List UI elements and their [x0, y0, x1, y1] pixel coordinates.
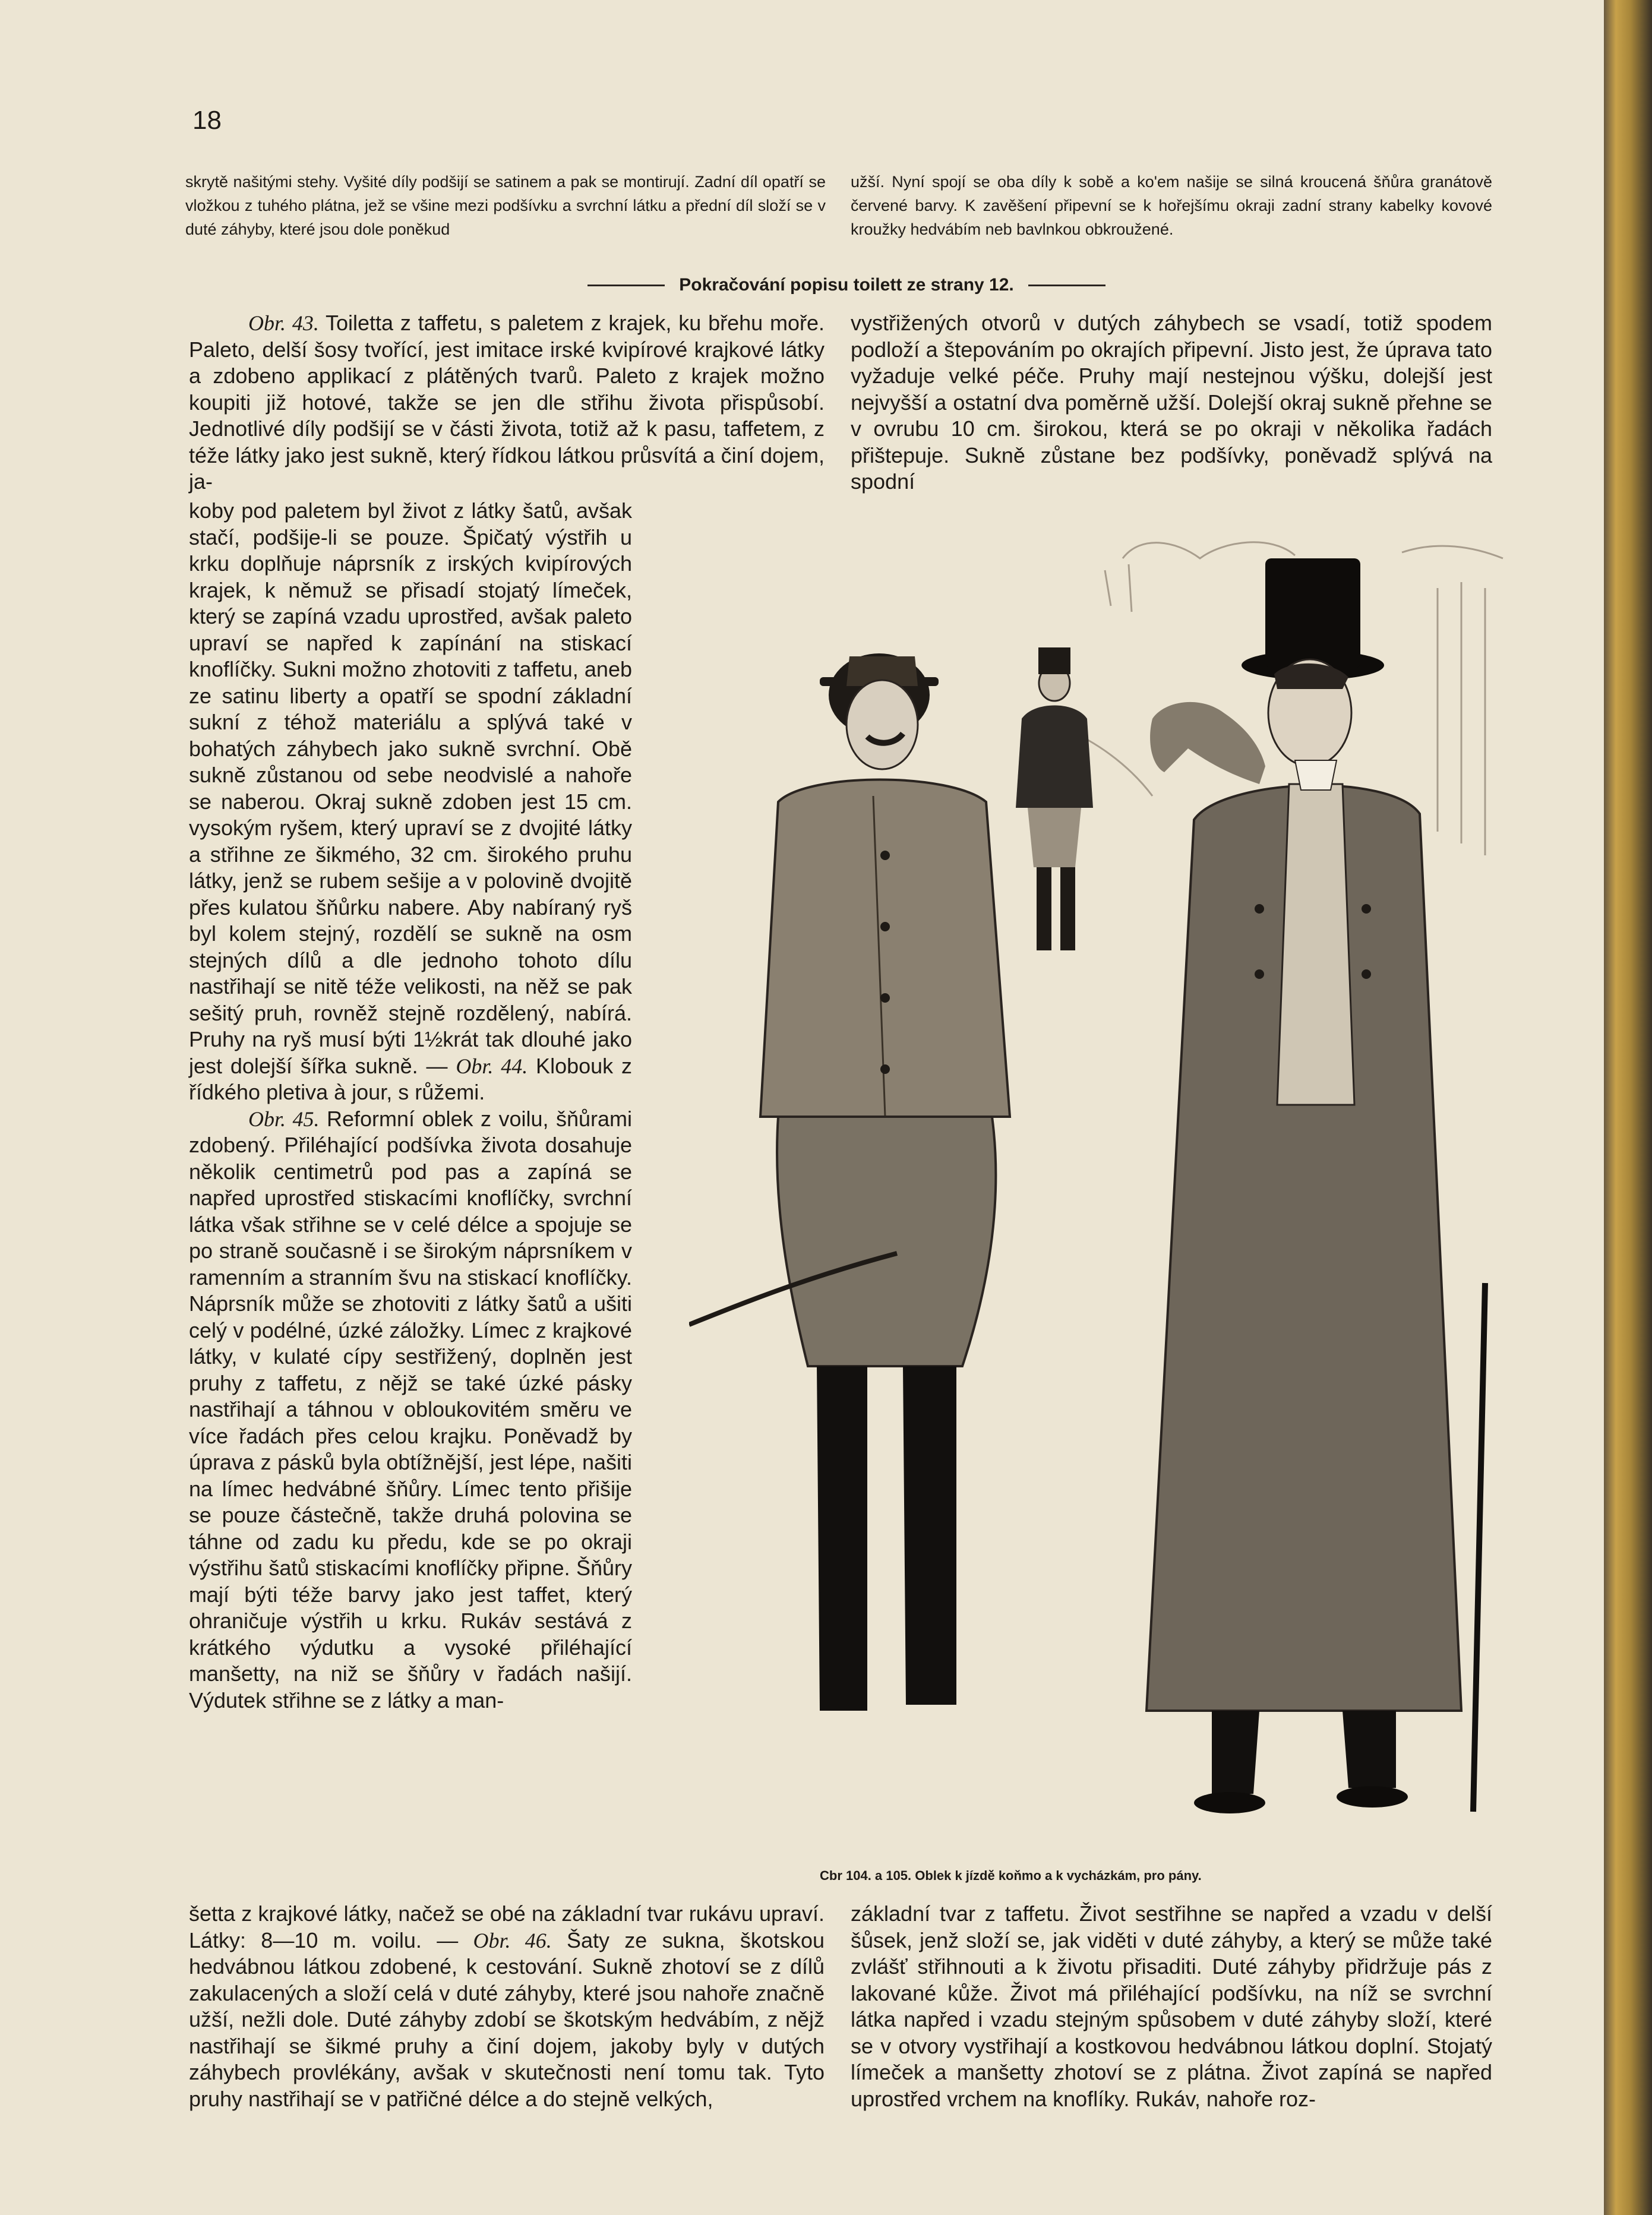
book-edge — [1604, 0, 1652, 2215]
groom-figure — [1016, 647, 1093, 950]
article-paragraph: základní tvar z taffetu. Život sestřihne se napřed a vzadu v delší šůsek, jenž složí se, jak viděti v duté záhyby, a který se může také zvlášť střihnouti a k životu přisaditi. Duté záhyby přidržuje pás z lakované kůže. Život má přiléhající podšívku, na níž se svrchní látka napřed i vzadu stejným spůsobem v duté záhyby složí, které se v otvory vystřihají a kostkovou hedvábnou látkou doplní. Stojatý límeček a manšetty zhotoví se z plátna. Život zapíná se napřed uprostřed vrchem na knoflíky. Rukáv, nahoře roz- — [851, 1901, 1492, 2111]
top-right-column — [851, 170, 1492, 241]
article-paragraph: Obr. 45. Reformní oblek z voilu, šňůrami zdobený. Přiléhající podšívka života dosahuje několik centimetrů pod pas a zapíná se napřed uprostřed stiskacími knoflíčky, svrchní látka však střihne se v celé délce a spojuje se po straně současně i se širokým náprsníkem v ramenním a stranním švu na stiskací knoflíčky. Náprsník může se zhotoviti z látky šatů a ušiti celý v podélné, úzké záložky. Límec z krajkové látky, v kulaté cípy sestřižený, doplněn jest pruhy z taffetu, z nějž se také úzké pásky nastřihají a táhnou v obloukovitém směru ve více řadách přes celou krajku. Poněvadž by úprava z pásků byla obtížnější, jest lépe, našiti na límec hedvábné šňůry. Límec tento přišije se pouze částečně, takže druhá polovina se táhne od zadu ku předu, kde se po okraji výstřihu šatů stiskacími knoflíčky připne. Šňůry mají býti téže barvy jako jest taffet, který ohraničuje výstřih u krku. Rukáv sestává z krátkého výdutku a vysoké přiléhající manšetty, na niž se šňůry v řadách našijí. Výdutek střihne se z látky a man- — [189, 1106, 632, 1712]
heading-rule-right — [1028, 285, 1105, 286]
article-paragraph: vystřižených otvorů v dutých záhybech se vsadí, totiž spodem podloží a štepováním po okrajích připevní. Jisto jest, že úprava tato vyžaduje velké péče. Pruhy mají nestejnou výšku, dolejší jest nejvyšší a ostatní dva poměrně užší. Dolejší okraj sukně přehne se v ovrubu 10 cm. širokou, která se po okraji v několika řadách přištepuje. Sukně zůstane bez podšívky, poněvadž splývá na spodní — [851, 311, 1492, 494]
figure-ref: Obr. 44. — [456, 1054, 528, 1078]
page-number: 18 — [192, 106, 222, 135]
article-col2-top — [851, 310, 1492, 495]
section-heading-text: Pokračování popisu toilett ze strany 12. — [679, 275, 1014, 295]
figure-ref: Obr. 43. — [248, 311, 319, 335]
top-left-paragraph: skrytě našitými stehy. Vyšité díly podšijí se satinem a pak se montirují. Zadní díl opatří se vložkou z tuhého plátna, jež se všine mezi podšívku a svrchní látku a přední díl složí se v duté záhyby, které jsou dole poněkud — [185, 173, 826, 238]
figure-ref: Obr. 45. — [248, 1107, 320, 1131]
article-paragraph: koby pod paletem byl život z látky šatů, avšak stačí, podšije-li se pouze. Špičatý výstřih u krku doplňuje náprsník z irských kvipírových krajek, k němuž se přisadí stojatý límeček, který se zapíná vzadu uprostřed, avšak paleto upraví se napřed k zapínání na stiskací knoflíčky. Sukni možno zhotoviti z taffetu, aneb ze satinu liberty a opatří se spodní základní sukní z téhož materiálu a splývá také v bohatých záhybech jako sukně svrchní. Obě sukně zůstanou od sebe neodvislé a nahoře se naberou. Okraj sukně zdoben jest 15 cm. vysokým ryšem, který upraví se z dvojité látky a střihne ze šikmého, 32 cm. širokého pruhu látky, jenž se rubem sešije a v polovině dvojitě přes kulatou šňůrku nabere. Aby nabíraný ryš byl kolem stejný, rozdělí se sukně na osm stejných dílů a dle jednoho tohoto dílu nastřihají se nitě téže velikosti, na něž se pak sešitý pruh, rovněž stejně rozdělený, nabírá. Pruhy na ryš musí býti 1½krát tak dlouhé jako jest dolejší šířka sukně. — Obr. 44. Klobouk z řídkého pletiva à jour, s růžemi. — [189, 498, 632, 1104]
article-col2-bottom — [851, 1901, 1492, 2112]
article-paragraph: Obr. 43. Toiletta z taffetu, s paletem z krajek, ku břehu moře. Paleto, delší šosy tvořící, jest imitace irské kvipírové krajkové látky a zdobeno applikací z plátěných tvarů. Paleto z krajek možno koupiti již hotové, takže se jen dle střihu života přispůsobí. Jednotlivé díly podšijí se v části života, totiž až k pasu, taffetem, z téže látky jako jest sukně, který řídkou látkou průsvítá a činí dojem, ja- — [189, 311, 825, 494]
section-heading — [505, 268, 1188, 302]
article-col1-narrow — [189, 498, 632, 1714]
heading-rule-left — [587, 285, 665, 286]
article-col1-wide — [189, 310, 825, 495]
rider-figure — [689, 653, 1010, 1711]
top-left-column — [185, 170, 826, 241]
figure-caption: Cbr 104. a 105. Oblek k jízdě koňmo a k vycházkám, pro pány. — [820, 1868, 1202, 1883]
article-col1-bottom — [189, 1901, 825, 2112]
mens-riding-and-walking-suits-image — [689, 523, 1509, 1865]
figure-ref: Obr. 46. — [473, 1928, 552, 1952]
fashion-illustration — [689, 523, 1509, 1865]
top-right-paragraph: užší. Nyní spojí se oba díly k sobě a ko'em našije se silná kroucená šňůra granátově červené barvy. K zavěšení připevní se k hořejšímu okraji zadní strany kabelky kovové kroužky hedvábím neb bavlnkou obkroužené. — [851, 173, 1492, 238]
article-paragraph: šetta z krajkové látky, načež se obé na základní tvar rukávu upraví. Látky: 8—10 m. voilu. — Obr. 46. Šaty ze sukna, škotskou hedvábnou látkou zdobené, k cestování. Sukně zhotoví se z dílů zakulacených a složí celá v duté záhyby, které jsou nahoře značně užší, nežli dole. Duté záhyby zdobí se škotským hedvábím, z nějž nastřihají se šikmé pruhy a činí dojem, jakoby byly v dutých záhybech provlékány, avšak v skutečnosti není tomu tak. Tyto pruhy nastřihají se v patřičné délce a do stejně velkých, — [189, 1901, 825, 2111]
